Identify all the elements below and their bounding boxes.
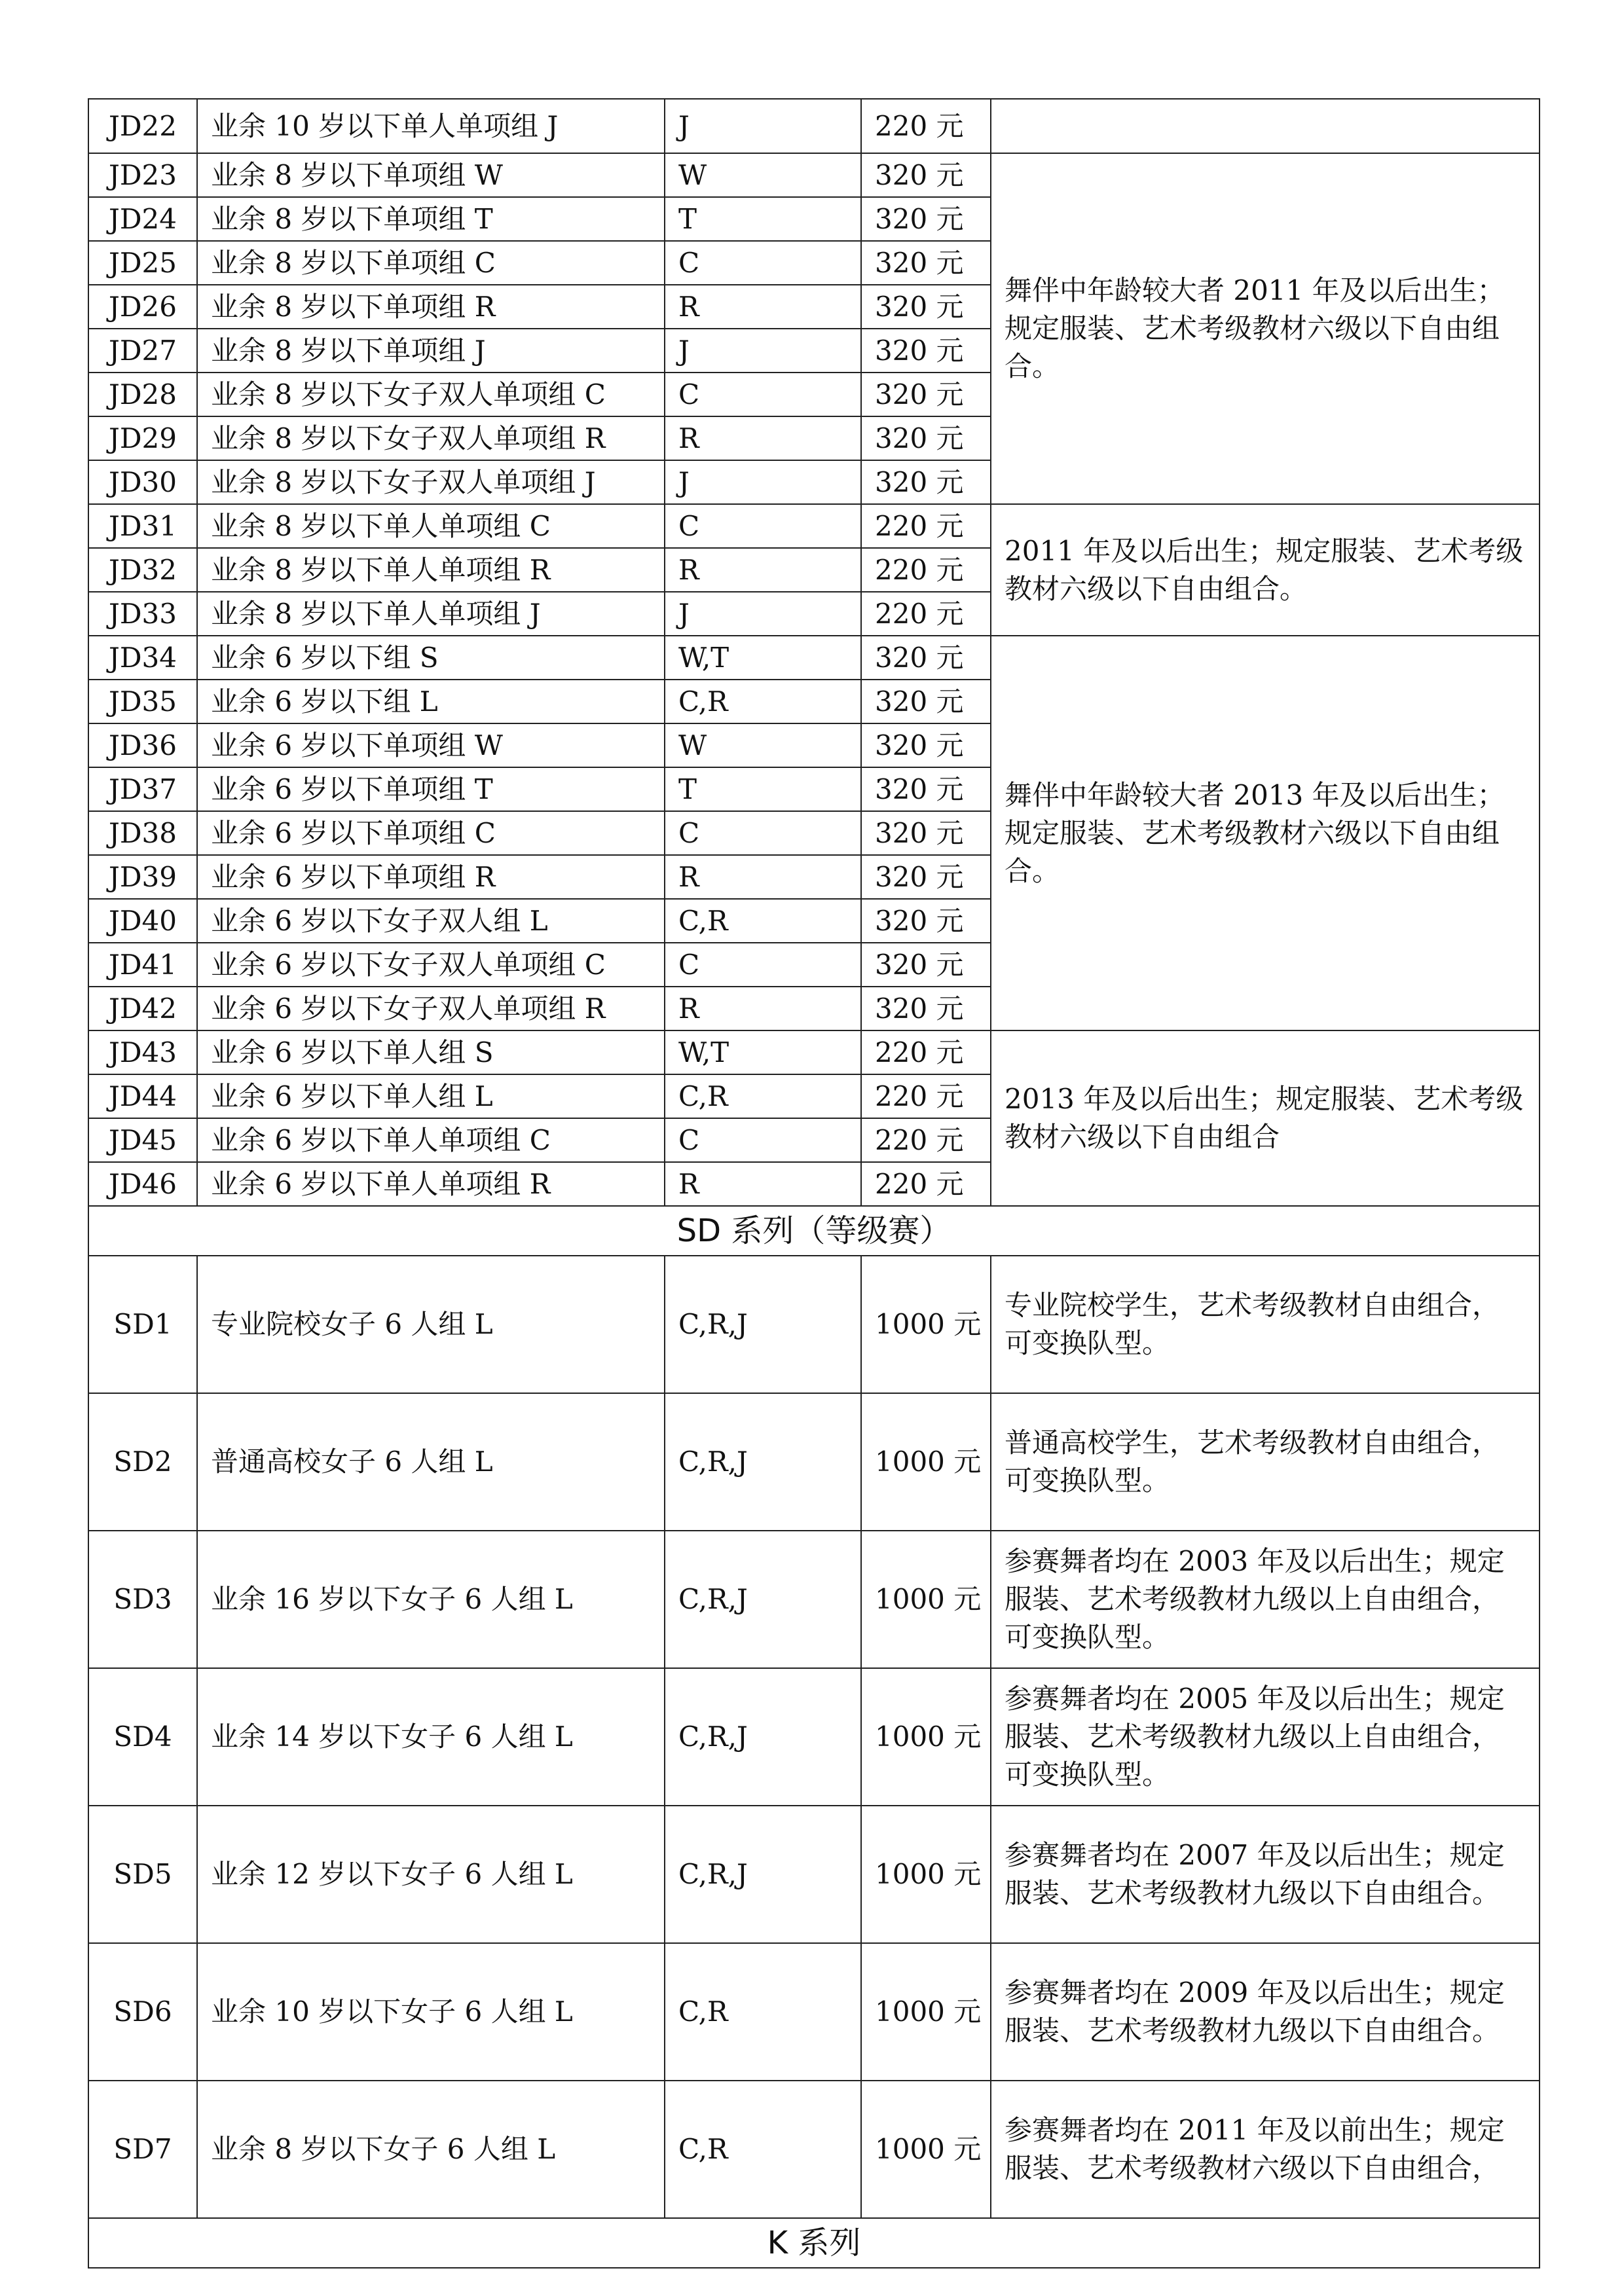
event-name: 业余 10 岁以下女子 6 人组 L (197, 1943, 665, 2081)
event-fee: 220 元 (861, 548, 991, 592)
event-fee: 220 元 (861, 1074, 991, 1118)
event-fee: 1000 元 (861, 1393, 991, 1531)
event-fee: 1000 元 (861, 1531, 991, 1668)
event-dances: J (665, 329, 861, 373)
table-row (88, 99, 1540, 153)
event-code: JD45 (88, 1118, 197, 1162)
event-name: 业余 8 岁以下单人单项组 C (197, 504, 665, 548)
event-code: JD39 (88, 855, 197, 899)
event-dances: C,R,J (665, 1256, 861, 1393)
table-row (88, 2081, 1540, 2218)
event-fee: 220 元 (861, 1118, 991, 1162)
event-fee: 320 元 (861, 241, 991, 285)
event-name: 业余 8 岁以下女子双人单项组 C (197, 373, 665, 416)
event-dances: R (665, 987, 861, 1030)
event-code: JD43 (88, 1030, 197, 1074)
event-dances: C,R (665, 899, 861, 943)
event-code: JD42 (88, 987, 197, 1030)
event-code: JD27 (88, 329, 197, 373)
event-dances: R (665, 416, 861, 460)
event-name: 业余 8 岁以下单项组 W (197, 153, 665, 197)
event-fee: 220 元 (861, 504, 991, 548)
table-row (88, 1943, 1540, 2081)
event-dances: C (665, 241, 861, 285)
event-name: 业余 6 岁以下女子双人单项组 C (197, 943, 665, 987)
event-note (991, 99, 1540, 153)
event-code: SD7 (88, 2081, 197, 2218)
event-dances: C (665, 943, 861, 987)
event-name: 业余 8 岁以下单人单项组 R (197, 548, 665, 592)
event-name: 业余 10 岁以下单人单项组 J (197, 99, 665, 153)
event-fee: 320 元 (861, 416, 991, 460)
sd-series-header: SD 系列（等级赛） (88, 1206, 1540, 1256)
event-fee: 320 元 (861, 460, 991, 504)
event-fee: 320 元 (861, 285, 991, 329)
event-dances: J (665, 460, 861, 504)
event-fee: 220 元 (861, 592, 991, 636)
event-fee: 220 元 (861, 1030, 991, 1074)
event-fee: 320 元 (861, 811, 991, 855)
event-code: JD29 (88, 416, 197, 460)
event-note: 专业院校学生，艺术考级教材自由组合，可变换队型。 (991, 1256, 1540, 1393)
event-name: 业余 8 岁以下单人单项组 J (197, 592, 665, 636)
event-fee: 320 元 (861, 723, 991, 767)
event-dances: C (665, 373, 861, 416)
event-dances: C,R,J (665, 1531, 861, 1668)
event-code: JD26 (88, 285, 197, 329)
event-code: SD3 (88, 1531, 197, 1668)
event-code: JD22 (88, 99, 197, 153)
event-name: 业余 6 岁以下女子双人组 L (197, 899, 665, 943)
event-dances: C,R (665, 2081, 861, 2218)
event-code: JD40 (88, 899, 197, 943)
event-code: JD36 (88, 723, 197, 767)
event-fee: 1000 元 (861, 1806, 991, 1943)
event-name: 业余 8 岁以下单项组 J (197, 329, 665, 373)
event-dances: J (665, 592, 861, 636)
event-dances: R (665, 1162, 861, 1206)
section-header-row (88, 1206, 1540, 1256)
event-name: 业余 6 岁以下单人单项组 C (197, 1118, 665, 1162)
event-name: 业余 6 岁以下女子双人单项组 R (197, 987, 665, 1030)
event-code: JD24 (88, 197, 197, 241)
event-name: 业余 8 岁以下女子双人单项组 J (197, 460, 665, 504)
event-dances: W,T (665, 1030, 861, 1074)
event-name: 业余 6 岁以下单项组 T (197, 767, 665, 811)
event-code: JD35 (88, 680, 197, 723)
event-name: 业余 6 岁以下单人单项组 R (197, 1162, 665, 1206)
event-dances: C,R (665, 680, 861, 723)
event-dances: C,R,J (665, 1668, 861, 1806)
event-name: 业余 16 岁以下女子 6 人组 L (197, 1531, 665, 1668)
event-note: 参赛舞者均在 2007 年及以后出生；规定服装、艺术考级教材九级以下自由组合。 (991, 1806, 1540, 1943)
event-name: 业余 8 岁以下女子 6 人组 L (197, 2081, 665, 2218)
event-note: 普通高校学生，艺术考级教材自由组合，可变换队型。 (991, 1393, 1540, 1531)
event-dances: C,R (665, 1943, 861, 2081)
table-row (88, 1668, 1540, 1806)
event-fee: 220 元 (861, 99, 991, 153)
event-code: JD25 (88, 241, 197, 285)
event-code: SD2 (88, 1393, 197, 1531)
event-name: 业余 6 岁以下单项组 C (197, 811, 665, 855)
event-dances: T (665, 767, 861, 811)
event-fee: 320 元 (861, 943, 991, 987)
table-row (88, 1806, 1540, 1943)
event-note: 2011 年及以后出生；规定服装、艺术考级教材六级以下自由组合。 (991, 504, 1540, 636)
event-fee: 1000 元 (861, 1668, 991, 1806)
event-fee: 320 元 (861, 329, 991, 373)
event-code: SD6 (88, 1943, 197, 2081)
event-note: 参赛舞者均在 2009 年及以后出生；规定服装、艺术考级教材九级以下自由组合。 (991, 1943, 1540, 2081)
event-name: 业余 8 岁以下女子双人单项组 R (197, 416, 665, 460)
event-fee: 1000 元 (861, 2081, 991, 2218)
event-code: SD4 (88, 1668, 197, 1806)
event-note: 舞伴中年龄较大者 2011 年及以后出生；规定服装、艺术考级教材六级以下自由组合。 (991, 153, 1540, 504)
event-name: 业余 14 岁以下女子 6 人组 L (197, 1668, 665, 1806)
event-dances: W (665, 723, 861, 767)
table-row (88, 1531, 1540, 1668)
event-name: 业余 6 岁以下单项组 R (197, 855, 665, 899)
event-note: 2013 年及以后出生；规定服装、艺术考级教材六级以下自由组合 (991, 1030, 1540, 1206)
event-name: 业余 8 岁以下单项组 R (197, 285, 665, 329)
section-header-row (88, 2218, 1540, 2268)
event-code: JD46 (88, 1162, 197, 1206)
event-code: JD38 (88, 811, 197, 855)
event-note: 参赛舞者均在 2011 年及以前出生；规定服装、艺术考级教材六级以下自由组合， (991, 2081, 1540, 2218)
event-table (88, 98, 1540, 2269)
event-dances: R (665, 855, 861, 899)
event-code: JD32 (88, 548, 197, 592)
event-dances: T (665, 197, 861, 241)
event-fee: 320 元 (861, 197, 991, 241)
table-row (88, 1030, 1540, 1074)
event-name: 业余 6 岁以下组 S (197, 636, 665, 680)
event-dances: C,R,J (665, 1806, 861, 1943)
event-name: 业余 8 岁以下单项组 C (197, 241, 665, 285)
event-code: SD5 (88, 1806, 197, 1943)
event-dances: R (665, 548, 861, 592)
event-name: 业余 6 岁以下单项组 W (197, 723, 665, 767)
event-name: 业余 12 岁以下女子 6 人组 L (197, 1806, 665, 1943)
event-dances: C (665, 1118, 861, 1162)
event-fee: 1000 元 (861, 1943, 991, 2081)
event-name: 专业院校女子 6 人组 L (197, 1256, 665, 1393)
k-series-header: K 系列 (88, 2218, 1540, 2268)
table-row (88, 636, 1540, 680)
event-note: 舞伴中年龄较大者 2013 年及以后出生；规定服装、艺术考级教材六级以下自由组合。 (991, 636, 1540, 1030)
event-fee: 320 元 (861, 636, 991, 680)
event-fee: 320 元 (861, 153, 991, 197)
table-row (88, 153, 1540, 197)
event-name: 业余 6 岁以下单人组 S (197, 1030, 665, 1074)
event-name: 业余 8 岁以下单项组 T (197, 197, 665, 241)
event-fee: 320 元 (861, 680, 991, 723)
event-dances: J (665, 99, 861, 153)
event-dances: W,T (665, 636, 861, 680)
event-note: 参赛舞者均在 2003 年及以后出生；规定服装、艺术考级教材九级以上自由组合，可变换队型。 (991, 1531, 1540, 1668)
event-code: JD31 (88, 504, 197, 548)
event-code: JD23 (88, 153, 197, 197)
event-code: JD37 (88, 767, 197, 811)
event-code: SD1 (88, 1256, 197, 1393)
event-code: JD30 (88, 460, 197, 504)
event-fee: 320 元 (861, 767, 991, 811)
event-code: JD34 (88, 636, 197, 680)
table-row (88, 1393, 1540, 1531)
table-row (88, 1256, 1540, 1393)
event-fee: 220 元 (861, 1162, 991, 1206)
event-dances: C (665, 504, 861, 548)
event-note: 参赛舞者均在 2005 年及以后出生；规定服装、艺术考级教材九级以上自由组合，可变换队型。 (991, 1668, 1540, 1806)
event-dances: W (665, 153, 861, 197)
event-code: JD44 (88, 1074, 197, 1118)
event-fee: 320 元 (861, 987, 991, 1030)
event-code: JD33 (88, 592, 197, 636)
event-code: JD28 (88, 373, 197, 416)
event-fee: 320 元 (861, 899, 991, 943)
event-dances: C,R (665, 1074, 861, 1118)
table-row (88, 504, 1540, 548)
event-fee: 1000 元 (861, 1256, 991, 1393)
event-name: 业余 6 岁以下组 L (197, 680, 665, 723)
event-fee: 320 元 (861, 373, 991, 416)
event-name: 业余 6 岁以下单人组 L (197, 1074, 665, 1118)
event-dances: C,R,J (665, 1393, 861, 1531)
event-code: JD41 (88, 943, 197, 987)
event-fee: 320 元 (861, 855, 991, 899)
event-dances: C (665, 811, 861, 855)
event-dances: R (665, 285, 861, 329)
event-name: 普通高校女子 6 人组 L (197, 1393, 665, 1531)
